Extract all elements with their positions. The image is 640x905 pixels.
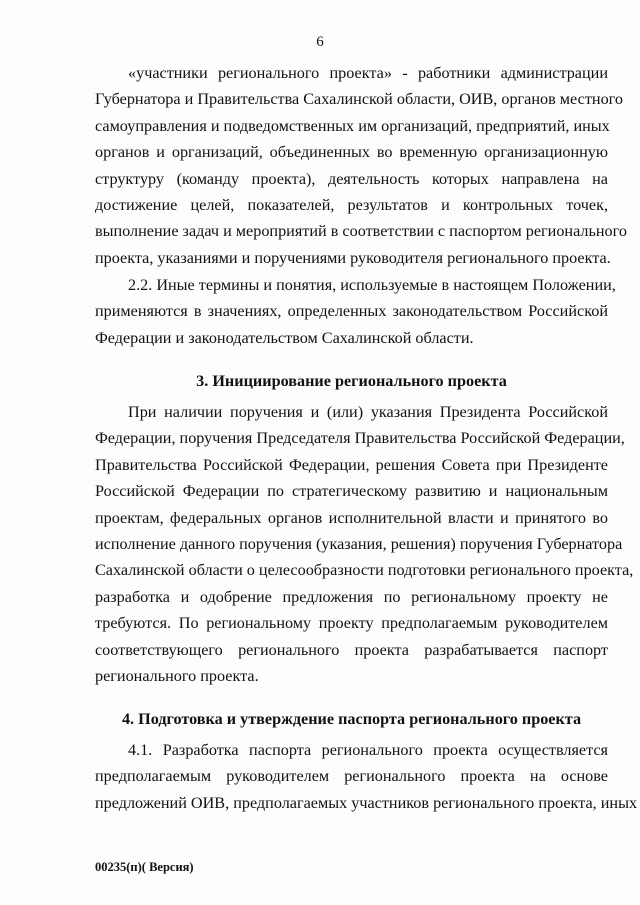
text-line: Губернатора и Правительства Сахалинской области, ОИВ, органов местного <box>95 90 623 109</box>
paragraph-section-3 <box>95 399 634 689</box>
page-number: 6 <box>316 34 324 50</box>
text-line: предполагаемым руководителем регионального проекта на основе <box>95 767 608 786</box>
paragraph-2-2 <box>95 272 616 351</box>
text-line: 4.1. Разработка паспорта регионального проекта осуществляется <box>128 741 608 759</box>
text-line: регионального проекта. <box>95 666 259 685</box>
text-line: Правительства Российской Федерации, решения Совета при Президенте <box>95 455 608 474</box>
text-line: применяются в значениях, определенных законодательством Российской <box>95 302 608 321</box>
text-line: 2.2. Иные термины и понятия, используемые в настоящем Положении, <box>128 276 616 294</box>
text-line: разработка и одобрение предложения по региональному проекту не <box>95 587 608 606</box>
section-3-heading: 3. Инициирование регионального проекта <box>196 372 507 390</box>
text-line: «участники регионального проекта» - работники администрации <box>128 64 608 82</box>
document-footer-code: 00235(п)( Версия) <box>95 860 194 874</box>
text-line: выполнение задач и мероприятий в соответствии с паспортом регионального <box>95 222 627 241</box>
paragraph-participants-definition <box>95 60 627 271</box>
text-line: органов и организаций, объединенных во временную организационную <box>95 143 608 162</box>
text-line: проекта, указаниями и поручениями руководителя регионального проекта. <box>95 248 611 267</box>
text-line: достижение целей, показателей, результатов и контрольных точек, <box>95 195 608 214</box>
text-line: структуру (команду проекта), деятельность которых направлена на <box>95 169 608 188</box>
text-line: соответствующего регионального проекта разрабатывается паспорт <box>95 640 608 659</box>
text-line: Федерации и законодательством Сахалинской области. <box>95 328 474 347</box>
text-line: предложений ОИВ, предполагаемых участников регионального проекта, иных <box>95 793 638 812</box>
text-line: требуются. По региональному проекту предполагаемым руководителем <box>95 614 608 633</box>
paragraph-4-1 <box>95 737 638 816</box>
text-line: Федерации, поручения Председателя Правительства Российской Федерации, <box>95 429 625 448</box>
text-line: Российской Федерации по стратегическому развитию и национальным <box>95 482 608 501</box>
text-line: Сахалинской области о целесообразности подготовки регионального проекта, <box>95 561 634 580</box>
text-line: самоуправления и подведомственных им организаций, предприятий, иных <box>95 116 610 135</box>
text-line: проектам, федеральных органов исполнительной власти и принятого во <box>95 508 608 527</box>
section-4-heading: 4. Подготовка и утверждение паспорта регионального проекта <box>121 710 582 728</box>
text-line: исполнение данного поручения (указания, решения) поручения Губернатора <box>95 534 623 553</box>
text-line: При наличии поручения и (или) указания Президента Российской <box>128 403 608 421</box>
